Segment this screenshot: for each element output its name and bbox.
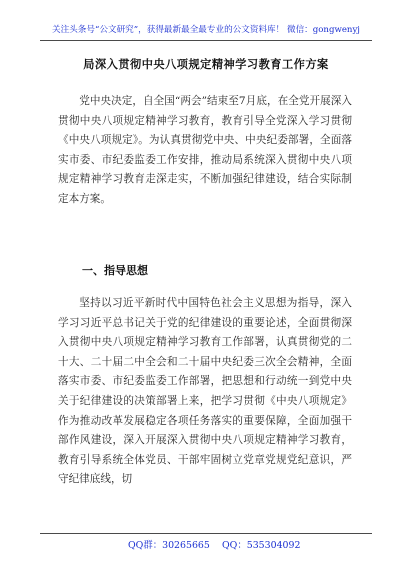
guiding-ideology-paragraph: 坚持以习近平新时代中国特色社会主义思想为指导，深入学习习近平总书记关于党的纪律建设的重要论述，全面贯彻深入贯彻中央八项规定精神学习教育工作部署，认真贯彻党的二十大、二十届二中全会和二十届中央纪委三次全会精神，全面落实市委、市纪委监委工作部署，把思想和行动统一到党中央关于纪律建设的决策部署上来，把学习贯彻《中央八项规定》作为推动改革发展稳定各项任务落实的重要保障，全面加强干部作风建设，深入开展深入贯彻中央八项规定精神学习教育，教育引导系统全体党员、干部牢固树立党章党规党纪意识，严守纪律底线，切 (58, 297, 352, 486)
intro-paragraph: 党中央决定，自全国“两会”结束至7月底，在全党开展深入贯彻中央八项规定精神学习教育，教育引导全党深入学习贯彻《中央八项规定》。为认真贯彻党中央、中央纪委部署，全面落实市委、市纪委监委工作安排，推动局系统深入贯彻中央八项规定精神学习教育走深走实，不断加强纪律建设，结合实际制定本方案。 (58, 95, 352, 205)
section-heading-guiding-ideology: 一、指导思想 (82, 264, 148, 277)
header-divider (40, 40, 372, 41)
document-title: 局深入贯彻中央八项规定精神学习教育工作方案 (83, 57, 329, 71)
footer-divider (40, 533, 372, 534)
footer-qq-contact: QQ：535304092 (222, 540, 301, 551)
footer-qq-group: QQ群：30265665 (128, 540, 210, 551)
header-banner: 关注头条号“公文研究”，获得最新最全最专业的公文资料库！ 微信：gongwenyj (52, 25, 360, 35)
